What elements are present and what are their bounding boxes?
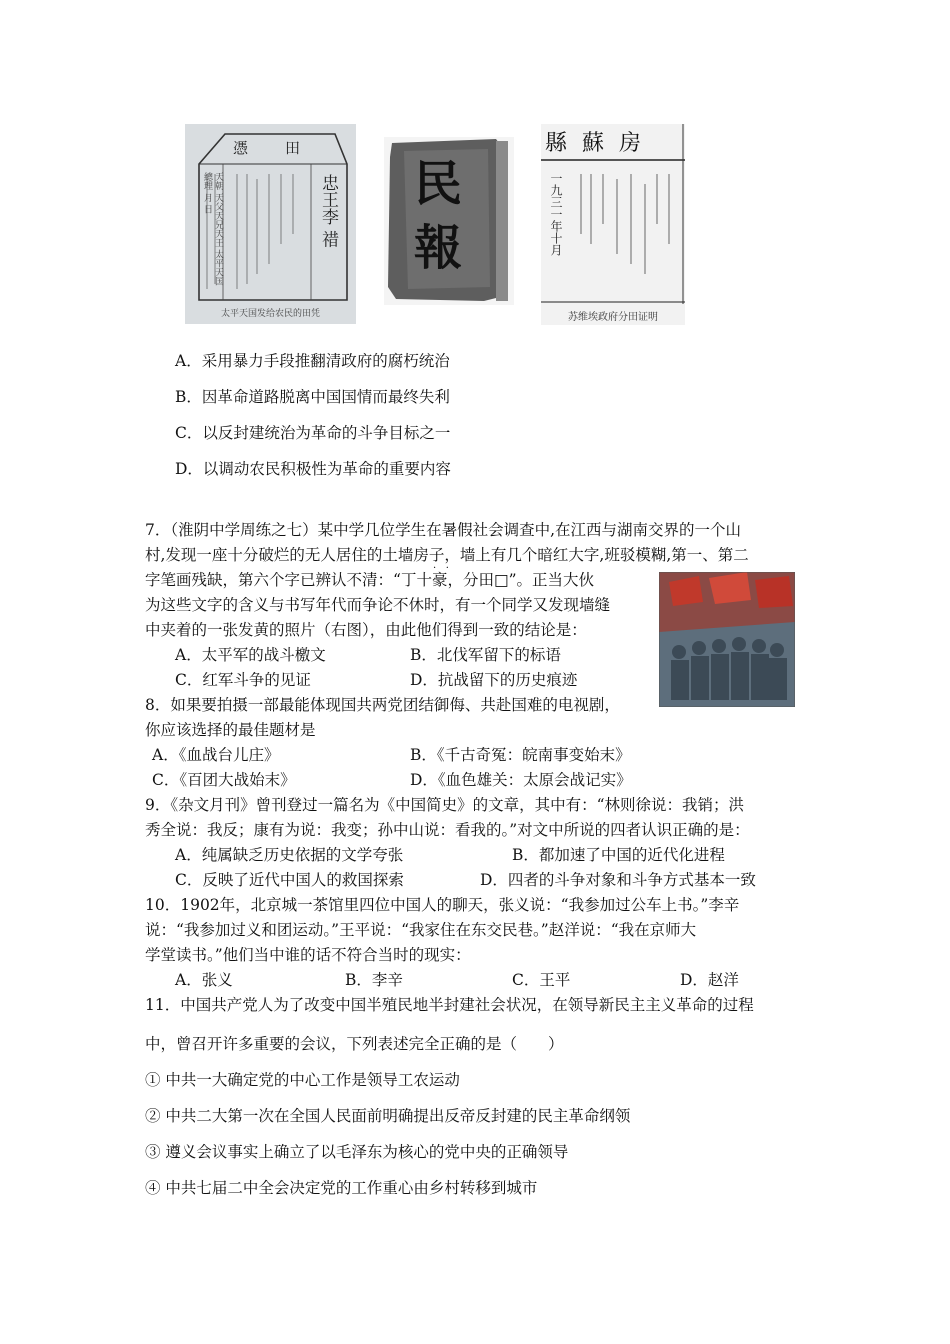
q8-line-2: 你应该选择的最佳题材是	[145, 721, 316, 739]
q10-option-c: C．王平	[512, 971, 571, 989]
q8-option-b: B．《千古奇冤：皖南事变始末》	[410, 746, 631, 764]
q7-line-2: 村,发现一座十分破烂的无人居住的土墙房子，墙上有几个暗红大字,班驳模糊,第一、第二	[145, 546, 749, 564]
q10-option-d: D．赵洋	[680, 971, 739, 989]
q7-option-d: D．抗战留下的历史痕迹	[410, 671, 578, 689]
certificate-caption: 太平天国发给农民的田凭	[220, 309, 320, 319]
q6-option-c: C．以反封建统治为革命的斗争目标之一	[175, 424, 451, 442]
red-army-photo-graphic	[659, 572, 795, 707]
q10-line-1: 10．1902年，北京城一茶馆里四位中国人的聊天，张义说：“我参加过公车上书。”李辛	[145, 896, 740, 914]
q11-line-2: 中，曾召开许多重要的会议，下列表述完全正确的是（ ）	[145, 1035, 564, 1053]
q6-option-d: D．以调动农民积极性为革命的重要内容	[175, 460, 451, 478]
q6-option-b: B．因革命道路脱离中国国情而最终失利	[175, 388, 450, 406]
q9-option-d: D．四者的斗争对象和斗争方式基本一致	[480, 871, 756, 889]
q7-line-3: 字笔画残缺，第六个字已辨认不清：“丁十豪，分田□”。正当大伙	[145, 571, 595, 589]
q7-line-5: 中夹着的一张发黄的照片（右图），由此他们得到一致的结论是：	[145, 621, 587, 639]
q11-item-4: ④ 中共七届二中全会决定党的工作重心由乡村转移到城市	[145, 1179, 538, 1197]
q10-line-3: 学堂读书。”他们当中谁的话不符合当时的现实：	[145, 946, 471, 964]
soviet-certificate-date: 一九三一年十月	[549, 172, 563, 256]
q7-dotted-chars: 丁十	[400, 571, 432, 589]
certificate-vertical-title: 忠王李 䄍	[318, 174, 338, 248]
q7-option-b: B．北伐军留下的标语	[410, 646, 561, 664]
q8-option-a: A．《血战台儿庄》	[152, 746, 280, 764]
q9-option-b: B．都加速了中国的近代化进程	[512, 846, 725, 864]
q7-option-c: C．红军斗争的见证	[175, 671, 311, 689]
q10-option-b: B．李辛	[345, 971, 403, 989]
q11-item-2: ② 中共二大第一次在全国人民面前明确提出反帝反封建的民主革命纲领	[145, 1107, 631, 1125]
newspaper-char-top: 民	[414, 156, 463, 212]
q10-line-2: 说：“我参加过义和团运动。”王平说：“我家住在东交民巷。”赵洋说：“我在京师大	[145, 921, 697, 939]
q9-option-a: A．纯属缺乏历史依据的文学夸张	[175, 846, 404, 864]
soviet-certificate-caption: 苏维埃政府分田证明	[568, 312, 658, 323]
q8-option-c: C．《百团大战始末》	[152, 771, 296, 789]
q9-option-c: C．反映了近代中国人的救国探索	[175, 871, 404, 889]
q11-line-1: 11．中国共产党人为了改变中国半殖民地半封建社会状况，在领导新民主主义革命的过程	[145, 996, 754, 1014]
q7-option-a: A．太平军的战斗檄文	[175, 646, 326, 664]
q7-line-1: 7．（淮阴中学周练之七）某中学几位学生在暑假社会调查中,在江西与湖南交界的一个山	[145, 521, 742, 539]
certificate-side-text: 天朝 天父天兄天王 太平天国 總理 月 日	[202, 172, 223, 286]
q9-line-2: 秀全说：我反；康有为说：我变；孙中山说：看我的。”对文中所说的四者认识正确的是：	[145, 821, 750, 839]
q10-option-a: A．张义	[175, 971, 233, 989]
q7-line-4: 为这些文字的含义与书写年代而争论不休时，有一个同学又发现墙缝	[145, 596, 611, 614]
certificate-header-left: 憑	[233, 139, 249, 157]
taiping-land-certificate-image	[185, 124, 356, 324]
soviet-land-certificate-image	[541, 124, 685, 325]
red-army-photo	[659, 572, 795, 707]
q6-option-a: A．采用暴力手段推翻清政府的腐朽统治	[175, 352, 450, 370]
q8-line-1: 8．如果要拍摄一部最能体现国共两党团结御侮、共赴国难的电视剧，	[145, 696, 620, 714]
newspaper-char-bottom: 報	[414, 220, 463, 276]
q11-item-3: ③ 遵义会议事实上确立了以毛泽东为核心的党中央的正确领导	[145, 1143, 569, 1161]
certificate-header-right: 田	[285, 139, 301, 157]
q8-option-d: D．《血色雄关：太原会战记实》	[410, 771, 632, 789]
minbao-newspaper-image	[384, 137, 514, 305]
q9-line-1: 9．《杂文月刊》曾刊登过一篇名为《中国简史》的文章，其中有：“林则徐说：我销；洪	[145, 796, 745, 814]
q11-item-1: ① 中共一大确定党的中心工作是领导工农运动	[145, 1071, 460, 1089]
emphasis-dots: · ·	[433, 563, 449, 574]
soviet-certificate-header: 縣 蘇 房	[545, 131, 645, 156]
